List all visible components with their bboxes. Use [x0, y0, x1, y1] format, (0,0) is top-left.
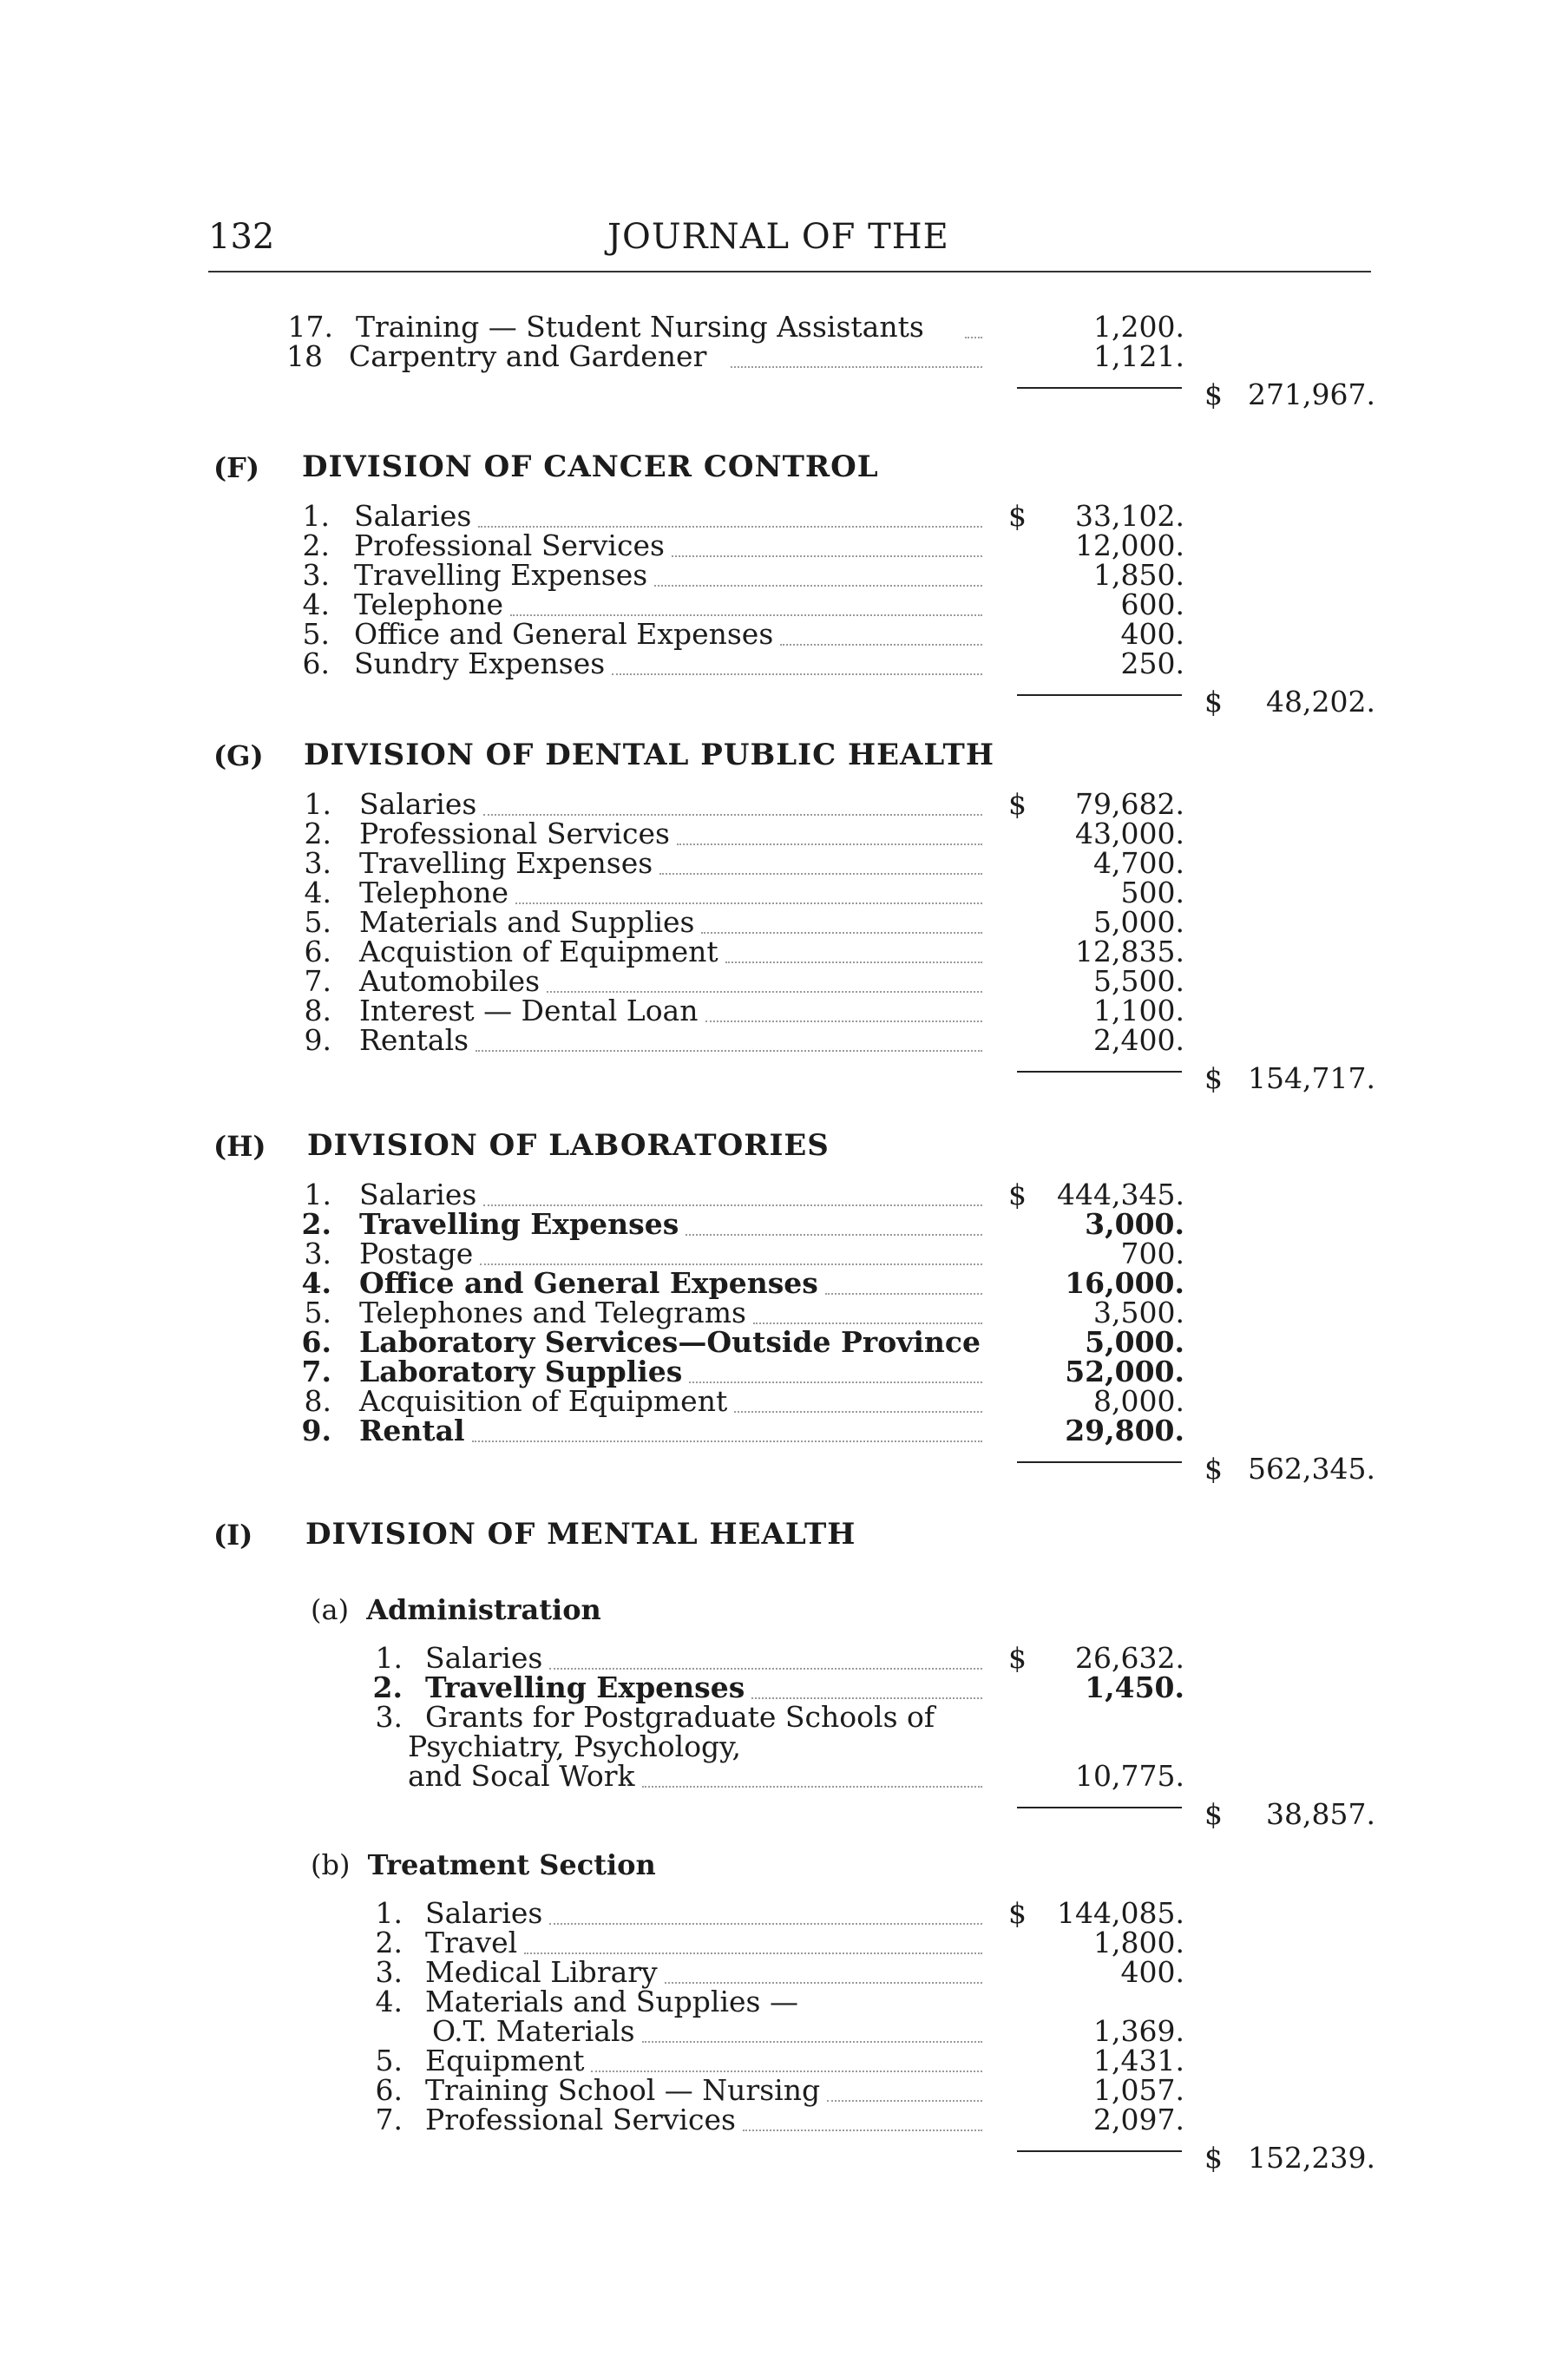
item-label: Salaries	[359, 787, 477, 821]
item-number: 4.	[375, 1985, 403, 2018]
item-amount: 250.	[1120, 646, 1184, 680]
item-number: 7.	[301, 1355, 331, 1388]
dot-leader	[725, 961, 982, 963]
dot-leader	[483, 1204, 982, 1206]
item-amount: 79,682.	[1075, 787, 1184, 821]
item-number: 4.	[304, 876, 331, 909]
item-number: 6.	[304, 935, 331, 968]
subsection-heading	[311, 1593, 601, 1626]
subtotal-rule	[1017, 1071, 1182, 1073]
item-label: Acquistion of Equipment	[359, 935, 718, 968]
item-label: Medical Library	[425, 1955, 658, 1989]
journal-title: JOURNAL OF THE	[607, 217, 949, 257]
item-number: 3.	[304, 846, 331, 880]
item-number: 2.	[304, 817, 331, 850]
dot-leader	[549, 1668, 982, 1670]
item-number: 1.	[375, 1896, 403, 1930]
subtotal-rule	[1017, 694, 1182, 696]
item-number: 4.	[302, 587, 330, 621]
page-number: 132	[208, 217, 275, 257]
section-letter: (F)	[213, 451, 259, 484]
item-amount: 1,450.	[1085, 1670, 1184, 1704]
item-amount: 43,000.	[1075, 817, 1184, 850]
item-label: Grants for Postgraduate Schools of	[425, 1700, 935, 1734]
dot-leader	[659, 873, 982, 875]
dot-leader	[743, 2130, 982, 2131]
item-amount: 33,102.	[1075, 499, 1184, 533]
item-label: Equipment	[425, 2044, 585, 2077]
dot-leader	[642, 2041, 982, 2043]
item-amount: 400.	[1120, 1955, 1184, 1989]
item-number: 5.	[375, 2044, 403, 2077]
subtotal-rule	[1017, 2150, 1182, 2152]
dot-leader	[642, 1786, 982, 1788]
item-label: Materials and Supplies	[359, 905, 695, 939]
item-amount: 16,000.	[1065, 1266, 1184, 1300]
item-label: Materials and Supplies —	[425, 1985, 798, 2018]
dot-leader	[476, 1050, 982, 1052]
item-label: Carpentry and Gardener	[349, 339, 707, 373]
item-amount: 3,000.	[1085, 1207, 1184, 1241]
item-amount: 12,000.	[1075, 528, 1184, 562]
item-number: 3.	[375, 1700, 403, 1734]
subsection-letter: (b)	[311, 1848, 351, 1881]
dot-leader	[734, 1411, 982, 1413]
item-label: Salaries	[425, 1896, 543, 1930]
total-dollar-sign: $	[1204, 1452, 1223, 1486]
item-label: Professional Services	[354, 528, 665, 562]
dot-leader	[510, 614, 982, 616]
total-dollar-sign: $	[1204, 2141, 1223, 2175]
item-amount: 5,000.	[1085, 1325, 1184, 1359]
section-total: 48,202.	[1266, 685, 1375, 719]
item-amount: 1,431.	[1093, 2044, 1184, 2077]
item-number: 8.	[304, 1384, 331, 1418]
dot-leader	[549, 1923, 982, 1925]
item-label: Telephone	[354, 587, 504, 621]
section-total: 271,967.	[1248, 377, 1375, 411]
item-label: Travelling Expenses	[359, 1207, 679, 1241]
subsection-title: Treatment Section	[367, 1848, 656, 1881]
item-amount: 1,100.	[1093, 994, 1184, 1027]
item-label: Travelling Expenses	[425, 1670, 745, 1704]
item-number: 5.	[304, 1296, 331, 1329]
item-amount: 5,000.	[1093, 905, 1184, 939]
item-label: Office and General Expenses	[354, 617, 774, 651]
dot-leader	[480, 1263, 982, 1265]
item-amount: 600.	[1120, 587, 1184, 621]
item-label: Laboratory Services—Outside Province	[359, 1325, 981, 1359]
item-number: 1.	[375, 1641, 403, 1675]
item-number: 9.	[304, 1023, 331, 1057]
section-total: 562,345.	[1248, 1452, 1375, 1486]
item-number: 5.	[304, 905, 331, 939]
dot-leader	[751, 1697, 982, 1699]
item-amount: 10,775.	[1075, 1759, 1184, 1793]
item-amount: 12,835.	[1075, 935, 1184, 968]
item-label: O.T. Materials	[432, 2014, 635, 2048]
item-number: 2.	[372, 1670, 403, 1704]
item-number: 1.	[304, 787, 331, 821]
section-total: 152,239.	[1248, 2141, 1375, 2175]
dot-leader	[965, 337, 982, 338]
item-label: Rentals	[359, 1023, 469, 1057]
header-rule	[208, 271, 1371, 272]
dot-leader	[701, 932, 982, 934]
item-label: Telephone	[359, 876, 509, 909]
item-number: 2.	[375, 1926, 403, 1959]
page-header	[208, 217, 1371, 269]
dollar-sign: $	[1008, 787, 1027, 821]
item-amount: 5,500.	[1093, 964, 1184, 998]
item-number: 6.	[375, 2073, 403, 2107]
item-amount: 26,632.	[1075, 1641, 1184, 1675]
dot-leader	[547, 991, 982, 993]
dot-leader	[483, 814, 982, 816]
item-label: Postage	[359, 1237, 474, 1270]
item-amount: 52,000.	[1065, 1355, 1184, 1388]
dot-leader	[731, 366, 982, 368]
subsection-title: Administration	[366, 1593, 601, 1626]
subtotal-rule	[1017, 387, 1182, 389]
item-number: 6.	[302, 646, 330, 680]
item-label: Travelling Expenses	[354, 558, 648, 592]
item-number: 18	[286, 339, 323, 373]
section-letter: (G)	[213, 739, 264, 772]
dot-leader	[672, 555, 982, 557]
item-amount: 500.	[1120, 876, 1184, 909]
item-label: Sundry Expenses	[354, 646, 606, 680]
item-amount: 400.	[1120, 617, 1184, 651]
item-label: Training — Student Nursing Assistants	[356, 310, 924, 344]
item-label: Rental	[359, 1414, 465, 1447]
item-label: and Socal Work	[408, 1759, 635, 1793]
dot-leader	[665, 1982, 982, 1984]
section-total: 154,717.	[1248, 1061, 1375, 1095]
dot-leader	[591, 2071, 982, 2072]
section-total: 38,857.	[1266, 1797, 1375, 1831]
dot-leader	[472, 1441, 982, 1442]
item-amount: 8,000.	[1093, 1384, 1184, 1418]
dollar-sign: $	[1008, 1641, 1027, 1675]
section-title: DIVISION OF CANCER CONTROL	[302, 450, 879, 484]
item-label: Travelling Expenses	[359, 846, 653, 880]
item-number: 5.	[302, 617, 330, 651]
item-number: 7.	[304, 964, 331, 998]
section-title: DIVISION OF LABORATORIES	[307, 1128, 830, 1163]
item-amount: 3,500.	[1093, 1296, 1184, 1329]
item-amount: 1,057.	[1093, 2073, 1184, 2107]
total-dollar-sign: $	[1204, 1061, 1223, 1095]
item-number: 2.	[302, 528, 330, 562]
section-letter: (H)	[213, 1130, 266, 1163]
item-number: 1.	[304, 1178, 331, 1211]
item-amount: 2,400.	[1093, 1023, 1184, 1057]
item-label: Automobiles	[359, 964, 541, 998]
dollar-sign: $	[1008, 1896, 1027, 1930]
item-amount: 1,121.	[1093, 339, 1184, 373]
item-label: Psychiatry, Psychology,	[408, 1729, 741, 1763]
dot-leader	[515, 902, 982, 904]
dot-leader	[686, 1234, 982, 1236]
total-dollar-sign: $	[1204, 1797, 1223, 1831]
total-dollar-sign: $	[1204, 685, 1223, 719]
dot-leader	[825, 1293, 982, 1295]
dot-leader	[654, 585, 982, 587]
item-number: 6.	[301, 1325, 331, 1359]
section-letter: (I)	[213, 1519, 253, 1552]
dot-leader	[780, 644, 982, 646]
item-label: Salaries	[359, 1178, 477, 1211]
item-number: 2.	[301, 1207, 331, 1241]
item-amount: 1,800.	[1093, 1926, 1184, 1959]
item-amount: 29,800.	[1065, 1414, 1184, 1447]
item-amount: 144,085.	[1057, 1896, 1184, 1930]
item-label: Acquisition of Equipment	[359, 1384, 728, 1418]
item-label: Salaries	[425, 1641, 543, 1675]
item-label: Laboratory Supplies	[359, 1355, 683, 1388]
item-label: Travel	[425, 1926, 518, 1959]
dot-leader	[478, 526, 982, 528]
section-title: DIVISION OF DENTAL PUBLIC HEALTH	[304, 738, 994, 772]
item-label: Professional Services	[359, 817, 670, 850]
total-dollar-sign: $	[1204, 377, 1223, 411]
item-label: Office and General Expenses	[359, 1266, 818, 1300]
subtotal-rule	[1017, 1807, 1182, 1808]
item-label: Telephones and Telegrams	[359, 1296, 746, 1329]
item-number: 8.	[304, 994, 331, 1027]
dot-leader	[753, 1322, 982, 1324]
dot-leader	[612, 673, 982, 675]
dot-leader	[705, 1020, 982, 1022]
item-number: 3.	[375, 1955, 403, 1989]
item-amount: 700.	[1120, 1237, 1184, 1270]
item-label: Interest — Dental Loan	[359, 994, 699, 1027]
item-number: 9.	[301, 1414, 331, 1447]
item-amount: 444,345.	[1057, 1178, 1184, 1211]
item-number: 7.	[375, 2103, 403, 2136]
item-label: Professional Services	[425, 2103, 736, 2136]
item-amount: 2,097.	[1093, 2103, 1184, 2136]
item-number: 3.	[302, 558, 330, 592]
dollar-sign: $	[1008, 1178, 1027, 1211]
item-number: 4.	[301, 1266, 331, 1300]
section-title: DIVISION OF MENTAL HEALTH	[305, 1517, 856, 1552]
item-amount: 1,850.	[1093, 558, 1184, 592]
dollar-sign: $	[1008, 499, 1027, 533]
subsection-heading	[311, 1848, 656, 1881]
dot-leader	[689, 1381, 982, 1383]
dot-leader	[524, 1952, 982, 1954]
subtotal-rule	[1017, 1461, 1182, 1463]
item-number: 1.	[302, 499, 330, 533]
subsection-letter: (a)	[311, 1593, 350, 1626]
item-label: Salaries	[354, 499, 472, 533]
dot-leader	[677, 843, 982, 845]
item-amount: 1,200.	[1093, 310, 1184, 344]
item-label: Training School — Nursing	[425, 2073, 821, 2107]
item-amount: 4,700.	[1093, 846, 1184, 880]
item-number: 3.	[304, 1237, 331, 1270]
dot-leader	[827, 2100, 982, 2102]
item-amount: 1,369.	[1093, 2014, 1184, 2048]
item-number: 17.	[287, 310, 333, 344]
